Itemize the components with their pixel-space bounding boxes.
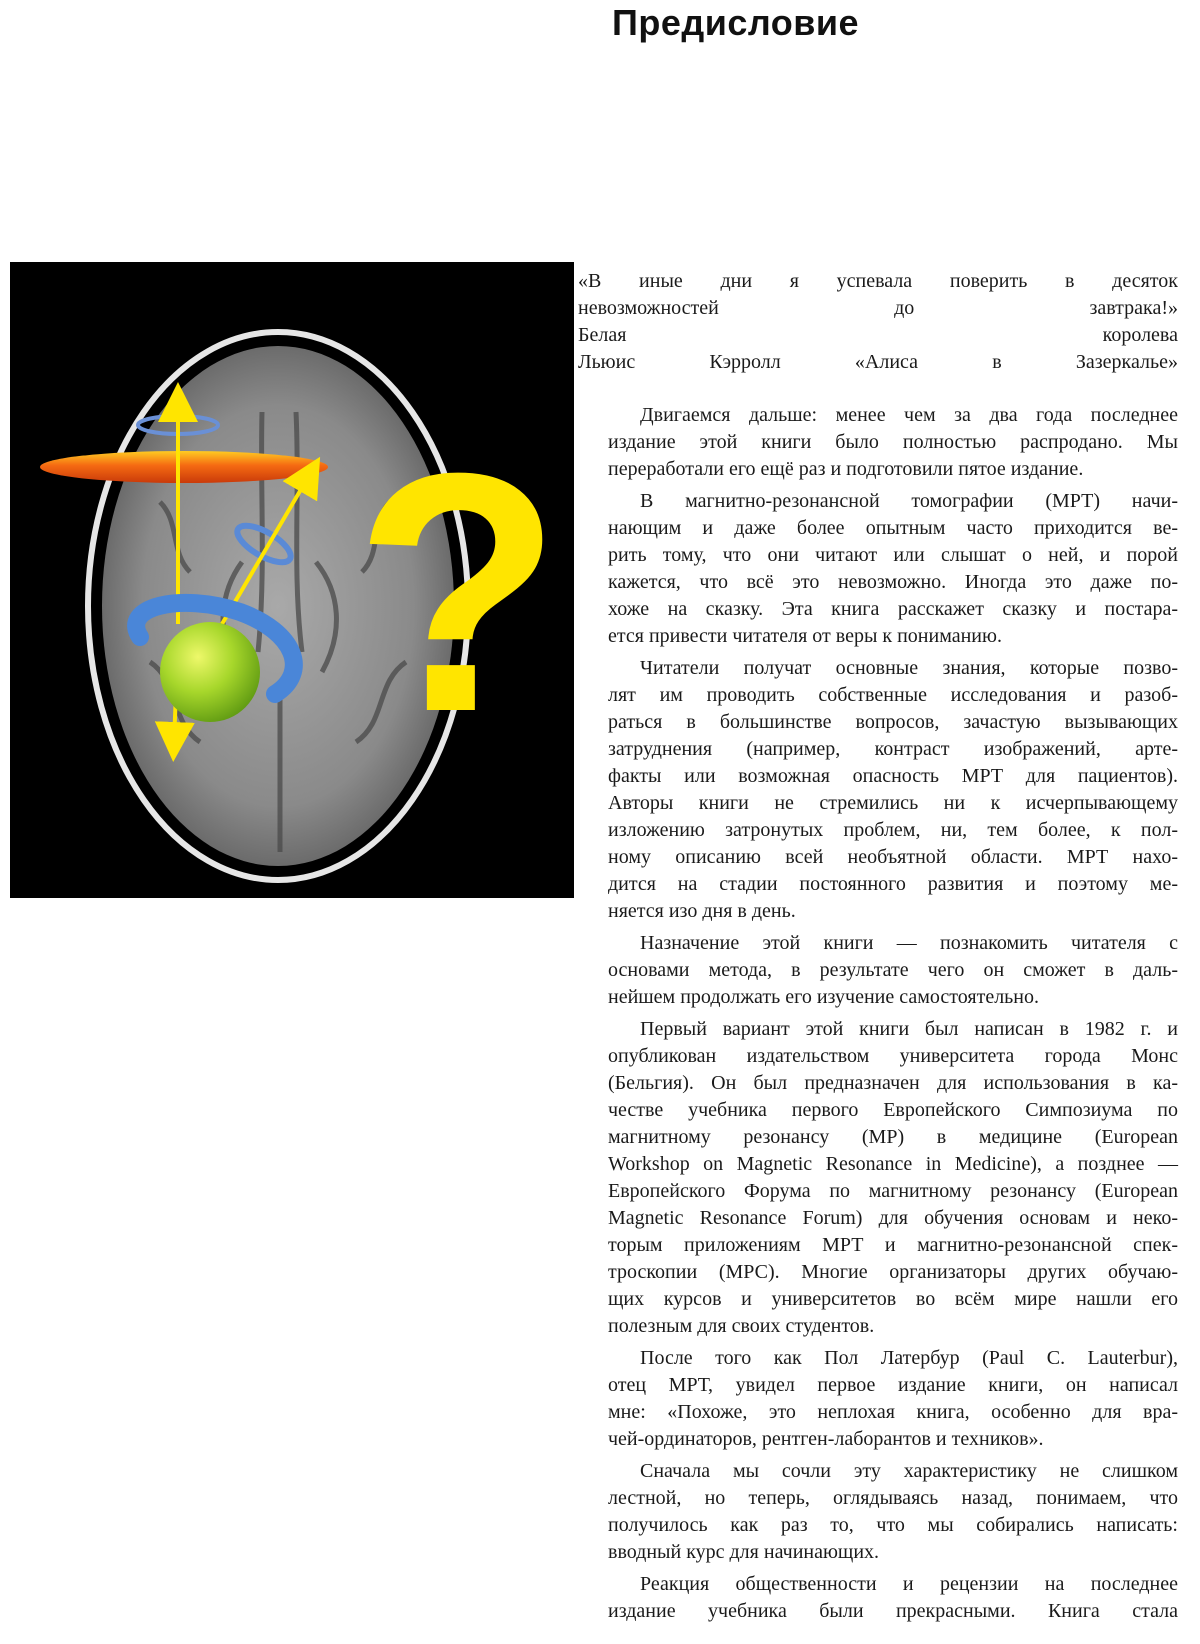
epigraph [578, 268, 1178, 376]
paragraph-line: полезным для своих студентов. [608, 1315, 875, 1337]
paragraph-line: Авторы книги не стремились ни к исчерпывающему [608, 792, 1178, 814]
paragraph-line: Реакция общественности и рецензии на последнее [640, 1573, 1178, 1595]
paragraph-line: ется привести читателя от веры к пониманию. [608, 625, 1002, 647]
paragraph-line: Европейского Форума по магнитному резонансу (European [608, 1180, 1178, 1202]
paragraph-line: получилось как раз то, что мы собирались написать: [608, 1514, 1178, 1536]
proton-sphere [160, 622, 260, 722]
paragraph-line: хоже на сказку. Эта книга расскажет сказку и постара- [608, 598, 1178, 620]
paragraph-line: кажется, что всё это невозможно. Иногда это даже по- [608, 571, 1178, 593]
paragraph-line: дится на стадии постоянного развития и поэтому ме- [608, 873, 1178, 895]
epigraph-line: «В иные дни я успевала поверить в десяток [578, 270, 1178, 292]
paragraph-line: отец МРТ, увидел первое издание книги, он написал [608, 1374, 1178, 1396]
page-title: Предисловие [612, 2, 860, 43]
paragraph [608, 1016, 1178, 1340]
paragraph-line: нейшем продолжать его изучение самостоятельно. [608, 986, 1040, 1008]
paragraph-line: магнитному резонансу (МР) в медицине (European [608, 1126, 1178, 1148]
preface-body [608, 402, 1178, 1630]
paragraph-line: В магнитно-резонансной томографии (МРТ) начи- [640, 490, 1178, 512]
paragraph-line: Двигаемся дальше: менее чем за два года последнее [640, 404, 1178, 426]
paragraph [608, 1571, 1178, 1625]
paragraph-line: После того как Пол Латербур (Paul C. Lauterbur), [640, 1347, 1178, 1369]
paragraph-line: рить тому, что они читают или слышат о ней, и порой [608, 544, 1178, 566]
paragraph [608, 488, 1178, 650]
paragraph-line: Magnetic Resonance Forum) для обучения основам и неко- [608, 1207, 1178, 1229]
paragraph-line: торым приложениям МРТ и магнитно-резонансной спек- [608, 1234, 1178, 1256]
paragraph [608, 1345, 1178, 1453]
question-mark: ? [354, 403, 562, 783]
paragraph-line: опубликован издательством университета города Монс [608, 1045, 1178, 1067]
paragraph-line: лестной, но теперь, оглядываясь назад, понимаем, что [608, 1487, 1178, 1509]
paragraph-line: троскопии (МРС). Многие организаторы других обучаю- [608, 1261, 1178, 1283]
epigraph-source: Льюис Кэрролл «Алиса в Зазеркалье» [578, 351, 1178, 373]
paragraph-line: (Бельгия). Он был предназначен для использования в ка- [608, 1072, 1178, 1094]
paragraph-line: Назначение этой книги — познакомить читателя с [640, 932, 1178, 954]
paragraph-line: ному описанию всей необъятной области. МРТ нахо- [608, 846, 1178, 868]
paragraph-line: няется изо дня в день. [608, 900, 796, 922]
paragraph-line: раться в большинстве вопросов, зачастую вызывающих [608, 711, 1178, 733]
paragraph-line: основами метода, в результате чего он сможет в даль- [608, 959, 1178, 981]
paragraph-line: чей-ординаторов, рентген-лаборантов и техников». [608, 1428, 1044, 1450]
paragraph-line: мне: «Похоже, это неплохая книга, особенно для вра- [608, 1401, 1178, 1423]
paragraph [608, 402, 1178, 483]
paragraph-line: Сначала мы сочли эту характеристику не слишком [640, 1460, 1178, 1482]
mri-brain-illustration [10, 262, 574, 898]
paragraph-line: факты или возможная опасность МРТ для пациентов). [608, 765, 1178, 787]
paragraph-line: Первый вариант этой книги был написан в 1982 г. и [640, 1018, 1178, 1040]
paragraph-line: честве учебника первого Европейского Симпозиума по [608, 1099, 1178, 1121]
paragraph-line: издание учебника были прекрасными. Книга стала [608, 1600, 1178, 1622]
epigraph-line: невозможностей до завтрака!» [578, 297, 1178, 319]
paragraph [608, 930, 1178, 1011]
slice-plane [40, 451, 328, 483]
paragraph-line: Читатели получат основные знания, которые позво- [640, 657, 1178, 679]
paragraph-line: переработали его ещё раз и подготовили пятое издание. [608, 458, 1084, 480]
paragraph-line: издание этой книги было полностью распродано. Мы [608, 431, 1178, 453]
paragraph-line: вводный курс для начинающих. [608, 1541, 880, 1563]
paragraph-line: затруднения (например, контраст изображений, арте- [608, 738, 1178, 760]
paragraph [608, 1458, 1178, 1566]
paragraph-line: лят им проводить собственные исследования и разоб- [608, 684, 1178, 706]
paragraph [608, 655, 1178, 925]
paragraph-line: щих курсов и университетов во всём мире нашли его [608, 1288, 1178, 1310]
epigraph-speaker: Белая королева [578, 324, 1178, 346]
paragraph-line: Workshop on Magnetic Resonance in Medicine), а позднее — [608, 1153, 1178, 1175]
paragraph-line: нающим и даже более опытным часто приходится ве- [608, 517, 1178, 539]
paragraph-line: изложению затронутых проблем, ни, тем более, к пол- [608, 819, 1178, 841]
